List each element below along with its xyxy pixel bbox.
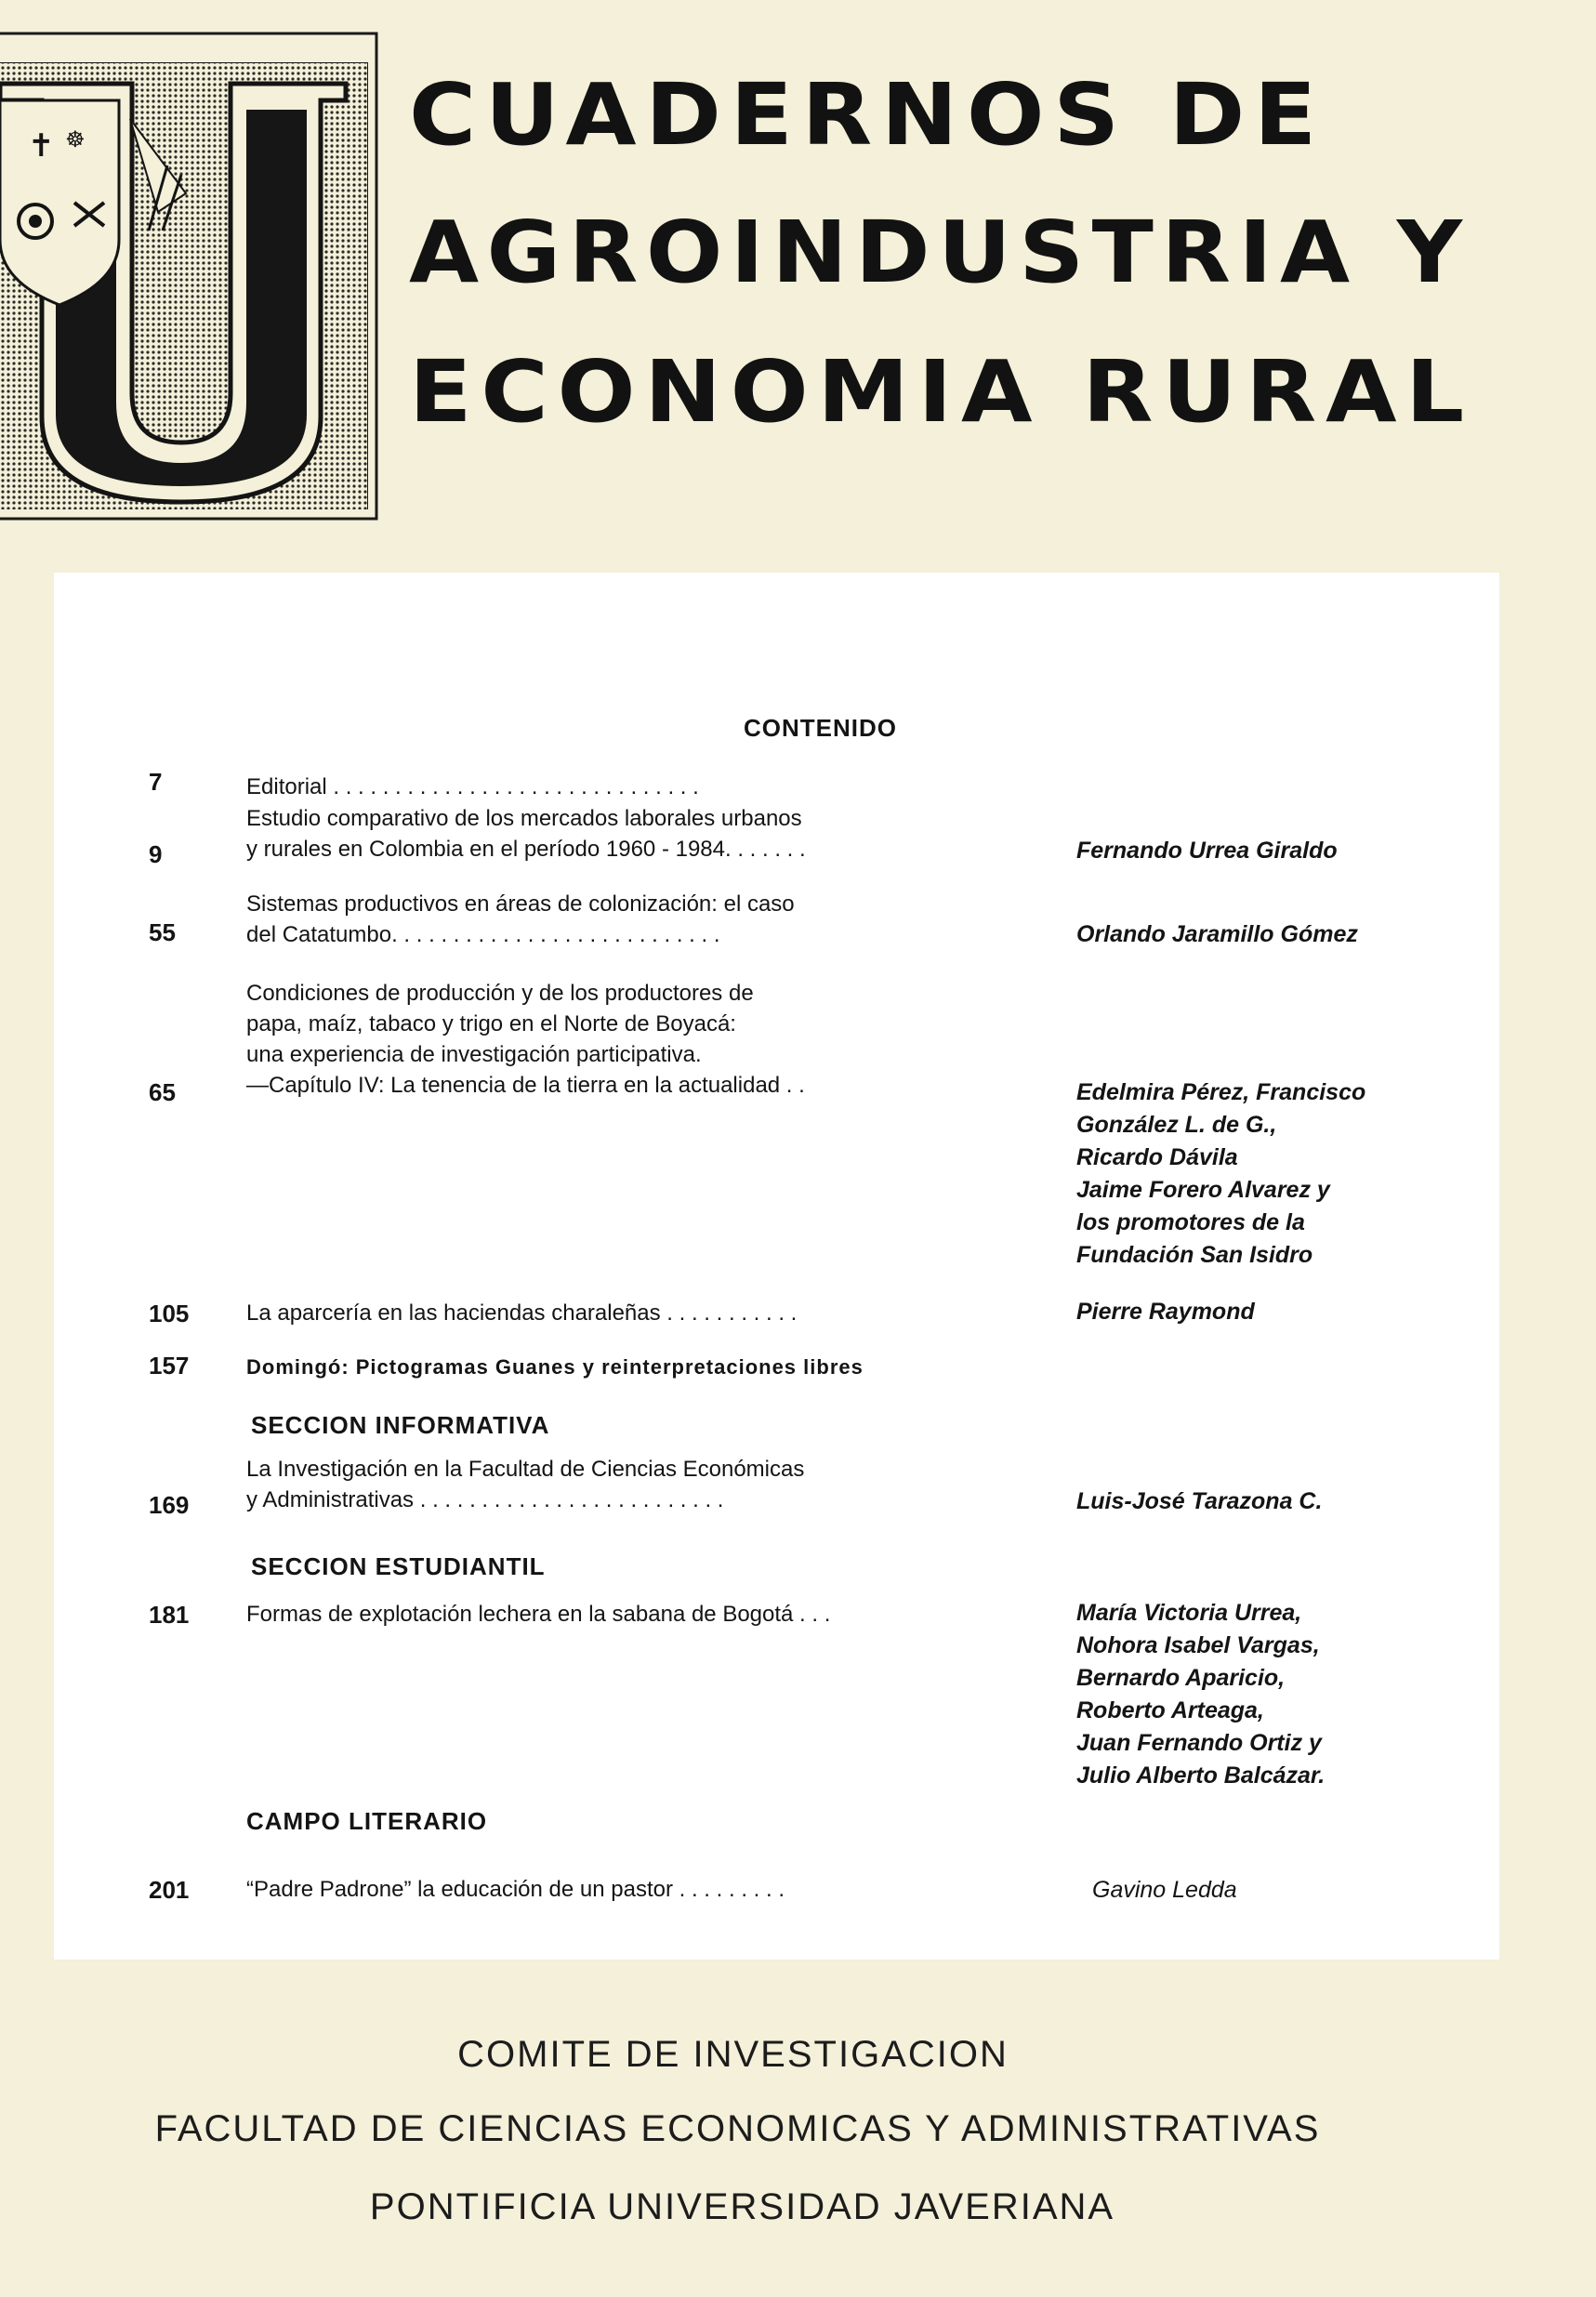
entry-title [246,1352,1018,1382]
author-line: Pierre Raymond [1076,1299,1255,1325]
entry-page-number: 55 [149,918,176,946]
author-line: Gavino Ledda [1092,1877,1237,1903]
author-line: Edelmira Pérez, Francisco [1076,1079,1366,1105]
section-title: CAMPO LITERARIO [246,1807,488,1835]
entry-title [246,1298,1018,1328]
section-title: SECCION ESTUDIANTIL [251,1552,546,1580]
entry-title-line: —Capítulo IV: La tenencia de la tierra en la actualidad . . [246,1073,805,1098]
footer-faculty: FACULTAD DE CIENCIAS ECONOMICAS Y ADMINISTRATIVAS [154,2108,1321,2149]
entry-authors [1076,1076,1485,1272]
author-line: los promotores de la [1076,1209,1305,1235]
entry-page-number: 65 [149,1078,176,1106]
entry-authors [1076,1485,1485,1518]
footer-university: PONTIFICIA UNIVERSIDAD JAVERIANA [369,2186,1115,2227]
entry-authors [1076,1296,1485,1328]
entry-page-number: 105 [149,1300,190,1327]
entry-title-line: Formas de explotación lechera en la sabana de Bogotá . . . [246,1602,831,1627]
entry-title [246,1599,1018,1630]
entry-title-line: Condiciones de producción y de los productores de [246,981,754,1006]
entry-title-line: del Catatumbo. . . . . . . . . . . . . . . . . . . . . . . . . . . [246,922,720,947]
entry-title-line: una experiencia de investigación participativa. [246,1042,702,1067]
journal-title-line-3: ECONOMIA RURAL [409,342,1473,442]
entry-title [246,803,1018,865]
author-line: María Victoria Urrea, [1076,1600,1302,1626]
author-line: Roberto Arteaga, [1076,1697,1264,1723]
university-logo [0,26,383,523]
entry-title-line: La aparcería en las haciendas charaleñas . . . . . . . . . . . [246,1300,798,1326]
entry-title [246,772,1018,802]
svg-text:☸: ☸ [65,126,86,152]
entry-page-number: 181 [149,1601,190,1629]
entry-title [246,1454,1018,1515]
journal-title-line-1: CUADERNOS DE [409,65,1326,165]
entry-title-line: Sistemas productivos en áreas de colonización: el caso [246,891,795,917]
author-line: González L. de G., [1076,1112,1277,1138]
footer-committee: COMITE DE INVESTIGACION [457,2034,1009,2075]
entry-page-number: 169 [149,1491,190,1519]
entry-authors [1076,918,1485,951]
author-line: Fernando Urrea Giraldo [1076,838,1338,864]
author-line: Bernardo Aparicio, [1076,1665,1286,1691]
entry-authors [1076,835,1485,867]
author-line: Orlando Jaramillo Gómez [1076,921,1358,947]
svg-text:✝: ✝ [28,127,55,165]
entry-authors [1076,1597,1485,1792]
author-line: Julio Alberto Balcázar. [1076,1762,1326,1789]
entry-page-number: 9 [149,840,163,868]
entry-title [246,978,1018,1101]
entry-page-number: 7 [149,768,163,796]
entry-title-line: papa, maíz, tabaco y trigo en el Norte de Boyacá: [246,1011,736,1036]
entry-title-line: Editorial . . . . . . . . . . . . . . . . . . . . . . . . . . . . . . [246,774,699,799]
entry-page-number: 157 [149,1352,190,1380]
entry-title [246,1874,1018,1905]
author-line: Luis-José Tarazona C. [1076,1488,1323,1514]
section-title: SECCION INFORMATIVA [251,1411,550,1439]
author-line: Ricardo Dávila [1076,1144,1238,1170]
entry-title-line: y rurales en Colombia en el período 1960 - 1984. . . . . . . [246,837,806,862]
journal-title-line-2: AGROINDUSTRIA Y [409,203,1471,302]
author-line: Jaime Forero Alvarez y [1076,1177,1330,1203]
entry-authors [1092,1874,1501,1907]
entry-title-line: y Administrativas . . . . . . . . . . . . . . . . . . . . . . . . . [246,1487,724,1512]
entry-title-line: Estudio comparativo de los mercados laborales urbanos [246,806,802,831]
contents-heading: CONTENIDO [744,714,897,742]
author-line: Fundación San Isidro [1076,1242,1313,1268]
entry-title-line: La Investigación en la Facultad de Ciencias Económicas [246,1457,805,1482]
entry-title-line: Domingó: Pictogramas Guanes y reinterpretaciones libres [246,1355,864,1379]
author-line: Juan Fernando Ortiz y [1076,1730,1322,1756]
entry-page-number: 201 [149,1876,190,1904]
entry-title-line: “Padre Padrone” la educación de un pastor . . . . . . . . . [246,1877,785,1902]
entry-title [246,889,1018,950]
author-line: Nohora Isabel Vargas, [1076,1632,1320,1658]
